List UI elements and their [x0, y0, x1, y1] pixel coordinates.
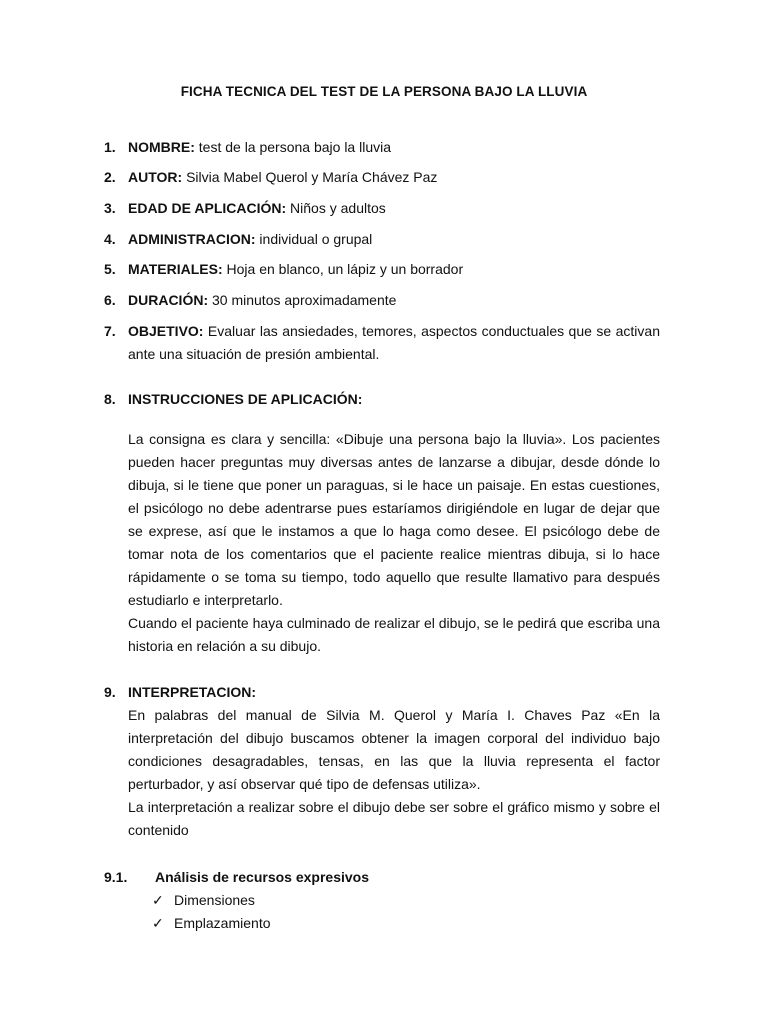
item-duracion [104, 289, 660, 312]
item-label: NOMBRE: [128, 139, 195, 155]
item-number: 1. [104, 139, 116, 155]
item-text: Niños y adultos [286, 200, 386, 216]
item-label: EDAD DE APLICACIÓN: [128, 200, 287, 216]
item-number: 6. [104, 292, 116, 308]
checklist-item [152, 912, 271, 934]
checklist-label: Dimensiones [174, 892, 255, 908]
subsection-title: Análisis de recursos expresivos [155, 869, 369, 885]
section-instrucciones [104, 388, 660, 411]
item-nombre [104, 136, 660, 159]
item-materiales [104, 258, 660, 281]
section-heading: INSTRUCCIONES DE APLICACIÓN: [128, 391, 363, 407]
section-heading: INTERPRETACION: [128, 684, 257, 700]
item-text: test de la persona bajo la lluvia [194, 139, 392, 155]
section-interpretacion [104, 681, 660, 704]
paragraph: La interpretación a realizar sobre el dibujo debe ser sobre el gráfico mismo y sobre el contenido [128, 799, 660, 838]
item-label: DURACIÓN: [128, 292, 209, 308]
item-text: Hoja en blanco, un lápiz y un borrador [222, 261, 464, 277]
paragraph: La consigna es clara y sencilla: «Dibuje una persona bajo la lluvia». Los pacientes pueden hacer preguntas muy diversas antes de lanzarse a dibujar, desde dónde lo dibuja, si le tiene que poner un paraguas, si le hace un paisaje. En estas cuestiones, el psicólogo no debe adentrarse pues estaríamos dirigiéndole en lugar de dejar que se exprese, así que le instamos a que lo haga como desee. El psicólogo debe de tomar nota de los comentarios que el paciente realice mientras dibuja, si lo hace rápidamente o se toma su tiempo, todo aquello que resulte llamativo para después estudiarlo e interpretarlo. [128, 431, 660, 608]
item-objetivo [104, 320, 660, 366]
item-autor [104, 166, 660, 189]
instrucciones-body [104, 428, 660, 658]
item-number: 2. [104, 169, 116, 185]
item-administracion [104, 228, 660, 251]
item-text: Silvia Mabel Querol y María Chávez Paz [182, 169, 438, 185]
item-label: MATERIALES: [128, 261, 223, 277]
item-label: ADMINISTRACION: [128, 231, 256, 247]
checkmark-icon: ✓ [152, 892, 164, 908]
subsection-heading [104, 866, 660, 888]
item-text: 30 minutos aproximadamente [208, 292, 397, 308]
section-number: 9. [104, 684, 116, 700]
paragraph: Cuando el paciente haya culminado de realizar el dibujo, se le pedirá que escriba una historia en relación a su dibujo. [128, 615, 660, 654]
item-number: 4. [104, 231, 116, 247]
item-label: AUTOR: [128, 169, 183, 185]
checkmark-icon: ✓ [152, 915, 164, 931]
item-edad [104, 197, 660, 220]
section-number: 8. [104, 391, 116, 407]
interpretacion-body [104, 704, 660, 842]
item-number: 3. [104, 200, 116, 216]
document-title: FICHA TECNICA DEL TEST DE LA PERSONA BAJO LA LLUVIA [180, 84, 588, 99]
subsection-number: 9.1. [104, 869, 128, 885]
checklist-label: Emplazamiento [174, 915, 271, 931]
checklist-item [152, 889, 255, 911]
item-text: Evaluar las ansiedades, temores, aspectos conductuales que se activan ante una situación de presión ambiental. [128, 323, 660, 362]
item-number: 5. [104, 261, 116, 277]
item-label: OBJETIVO: [128, 323, 204, 339]
paragraph: En palabras del manual de Silvia M. Querol y María I. Chaves Paz «En la interpretación del dibujo buscamos obtener la imagen corporal del individuo bajo condiciones desagradables, tensas, en las que la lluvia representa el factor perturbador, y así observar qué tipo de defensas utiliza». [128, 707, 660, 792]
item-number: 7. [104, 323, 116, 339]
item-text: individual o grupal [255, 231, 373, 247]
